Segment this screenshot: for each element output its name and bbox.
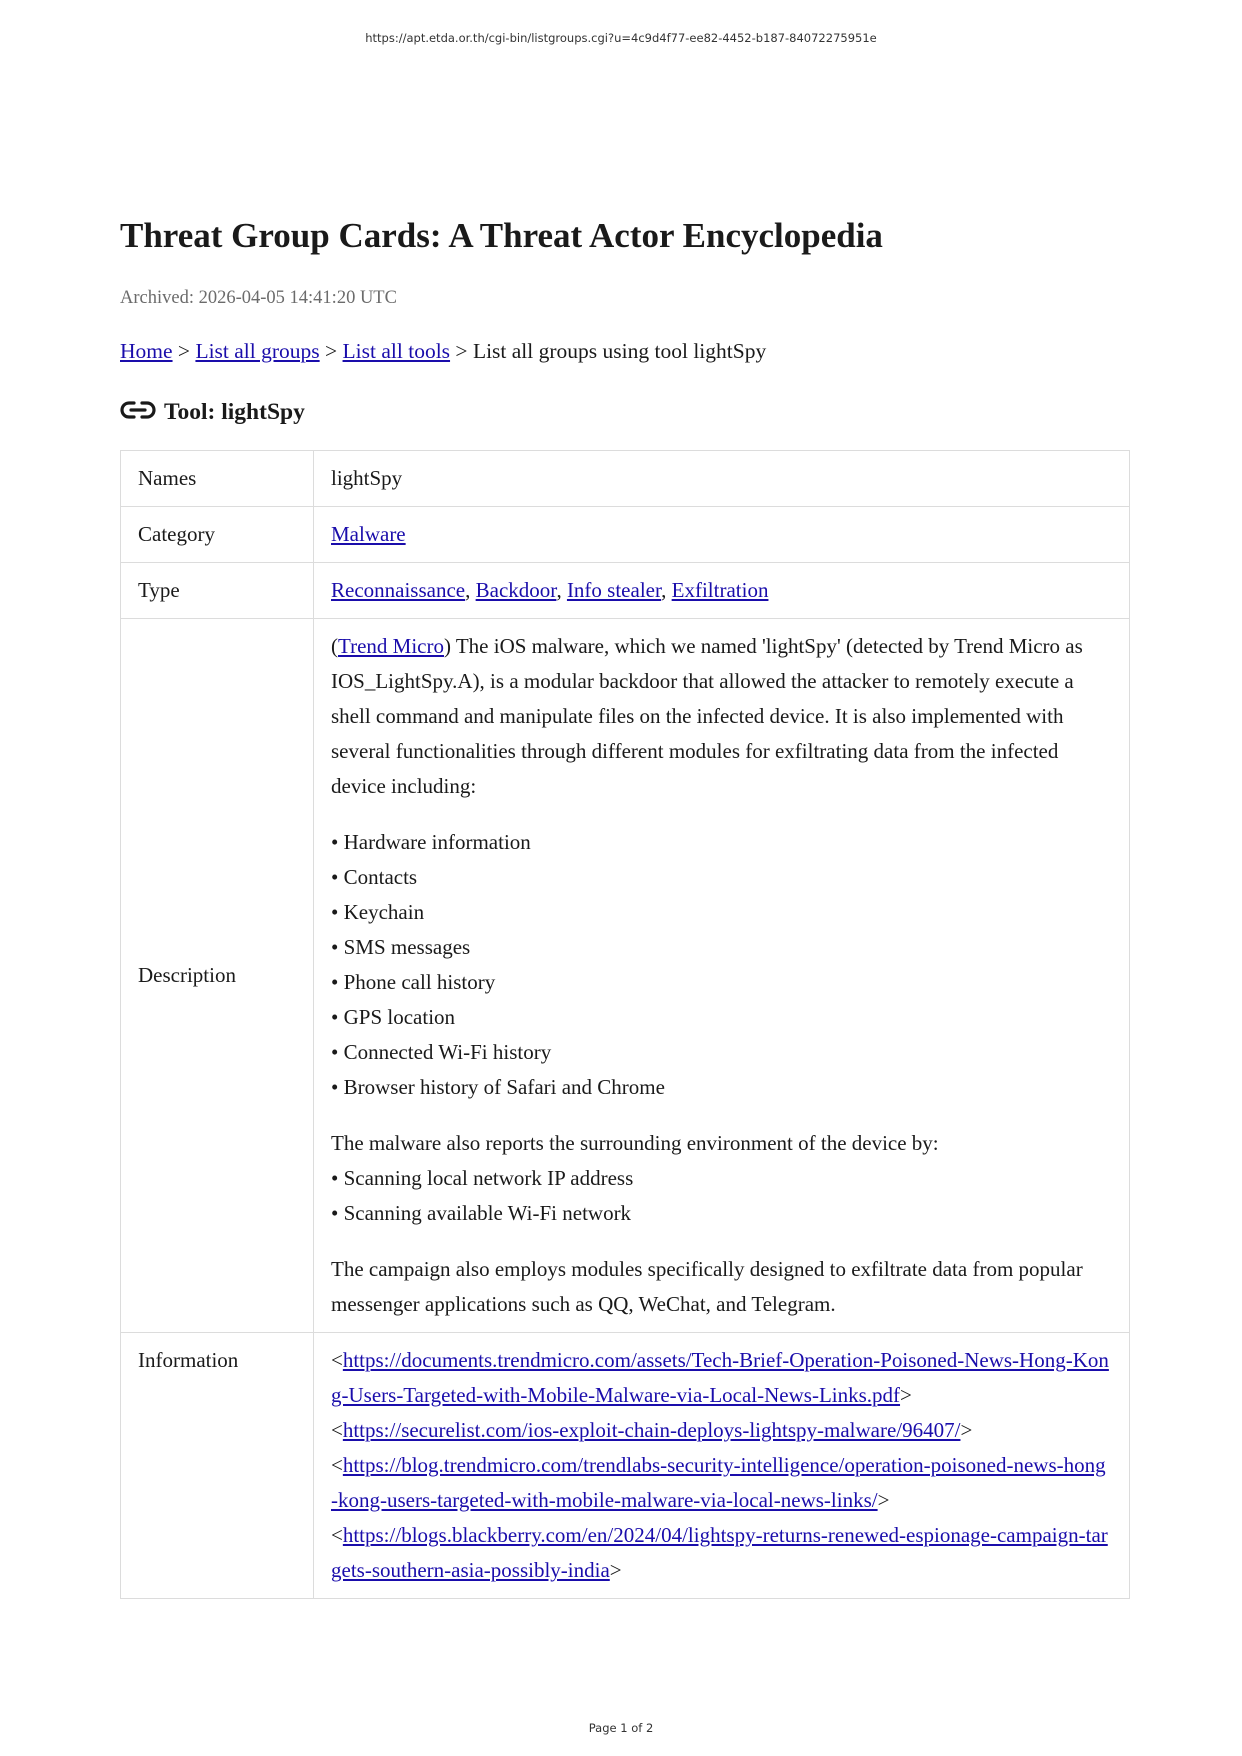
capability-list bbox=[331, 825, 1112, 1105]
list-item: • Scanning available Wi-Fi network bbox=[331, 1196, 1112, 1231]
list-item: • Contacts bbox=[331, 860, 1112, 895]
type-link-info-stealer[interactable]: Info stealer bbox=[566, 578, 662, 602]
page-number: Page 1 of 2 bbox=[588, 1721, 654, 1735]
information-entry bbox=[331, 1413, 1112, 1448]
description-intro-text: ) The iOS malware, which we named 'lightSpy' (detected by Trend Micro as IOS_LightSpy.A), is a modular backdoor that allowed the attacker to remotely execute a shell command and manipulate files on the infected device. It is also implemented with several functionalities through different modules for exfiltrating data from the infected device including: bbox=[331, 634, 1083, 798]
type-label: Type bbox=[121, 563, 314, 619]
page-bottom-margin bbox=[0, 1650, 1242, 1756]
breadcrumb-separator: > bbox=[325, 339, 338, 363]
description-row bbox=[121, 619, 1130, 1333]
source-trend-micro-link[interactable]: Trend Micro bbox=[338, 634, 444, 658]
list-item: • Browser history of Safari and Chrome bbox=[331, 1070, 1112, 1105]
angle-open: < bbox=[331, 1523, 343, 1547]
type-separator: , bbox=[661, 578, 667, 602]
link-icon bbox=[120, 398, 156, 422]
breadcrumb bbox=[120, 337, 1130, 365]
environment-intro: The malware also reports the surrounding environment of the device by: bbox=[331, 1131, 939, 1155]
print-header-url: https://apt.etda.or.th/cgi-bin/listgroups.cgi?u=4c9d4f77-ee82-4452-b187-84072275951e bbox=[365, 31, 877, 45]
type-link-reconnaissance[interactable]: Reconnaissance bbox=[331, 578, 466, 602]
angle-close: > bbox=[609, 1558, 622, 1582]
type-link-exfiltration[interactable]: Exfiltration bbox=[671, 578, 769, 602]
description-cell bbox=[314, 619, 1130, 1333]
names-value: lightSpy bbox=[314, 451, 1130, 507]
list-item: • Phone call history bbox=[331, 965, 1112, 1000]
category-malware-link[interactable]: Malware bbox=[331, 522, 406, 546]
category-row bbox=[121, 507, 1130, 563]
breadcrumb-home-link[interactable]: Home bbox=[120, 339, 173, 363]
breadcrumb-current: List all groups using tool lightSpy bbox=[472, 339, 767, 363]
list-item: • Scanning local network IP address bbox=[331, 1161, 1112, 1196]
type-cell bbox=[314, 563, 1130, 619]
information-cell bbox=[314, 1333, 1130, 1599]
information-link[interactable]: https://documents.trendmicro.com/assets/Tech-Brief-Operation-Poisoned-News-Hong-Kong-Users-Targeted-with-Mobile-Malware-via-Local-News-Links.pdf bbox=[331, 1348, 1109, 1407]
list-item: • GPS location bbox=[331, 1000, 1112, 1035]
list-item: • Connected Wi-Fi history bbox=[331, 1035, 1112, 1070]
list-item: • Hardware information bbox=[331, 825, 1112, 860]
source-paren: ( bbox=[331, 634, 338, 658]
list-item: • SMS messages bbox=[331, 930, 1112, 965]
description-closing: The campaign also employs modules specifically designed to exfiltrate data from popular messenger applications such as QQ, WeChat, and Telegram. bbox=[331, 1257, 1083, 1316]
angle-open: < bbox=[331, 1453, 343, 1477]
breadcrumb-separator: > bbox=[177, 339, 191, 363]
information-entry bbox=[331, 1518, 1112, 1588]
list-item: • Keychain bbox=[331, 895, 1112, 930]
category-label: Category bbox=[121, 507, 314, 563]
names-row bbox=[121, 451, 1130, 507]
information-row bbox=[121, 1333, 1130, 1599]
page-title: Threat Group Cards: A Threat Actor Encyclopedia bbox=[120, 216, 883, 255]
names-label: Names bbox=[121, 451, 314, 507]
angle-open: < bbox=[331, 1418, 343, 1442]
angle-close: > bbox=[960, 1418, 973, 1442]
information-label: Information bbox=[121, 1333, 314, 1599]
breadcrumb-separator: > bbox=[455, 339, 468, 363]
tool-card-table bbox=[120, 450, 1130, 1599]
angle-close: > bbox=[877, 1488, 890, 1512]
type-row bbox=[121, 563, 1130, 619]
description-label: Description bbox=[121, 619, 314, 1333]
angle-close: > bbox=[900, 1383, 912, 1407]
type-separator: , bbox=[556, 578, 562, 602]
information-link[interactable]: https://blog.trendmicro.com/trendlabs-security-intelligence/operation-poisoned-news-hong-kong-users-targeted-with-mobile-malware-via-local-news-links/ bbox=[331, 1453, 1106, 1512]
information-entry bbox=[331, 1448, 1112, 1518]
information-link[interactable]: https://blogs.blackberry.com/en/2024/04/lightspy-returns-renewed-espionage-campaign-targets-southern-asia-possibly-india bbox=[331, 1523, 1108, 1582]
tool-title: Tool: lightSpy bbox=[164, 399, 305, 425]
angle-open: < bbox=[331, 1348, 343, 1372]
description-intro bbox=[331, 629, 1112, 804]
category-cell bbox=[314, 507, 1130, 563]
archived-timestamp: Archived: 2026-04-05 14:41:20 UTC bbox=[120, 288, 397, 308]
tool-heading bbox=[120, 396, 1130, 428]
information-link[interactable]: https://securelist.com/ios-exploit-chain-deploys-lightspy-malware/96407/ bbox=[342, 1418, 961, 1442]
breadcrumb-groups-link[interactable]: List all groups bbox=[195, 339, 320, 363]
environment-list bbox=[331, 1161, 1112, 1231]
main-content bbox=[120, 214, 1130, 1599]
type-link-backdoor[interactable]: Backdoor bbox=[475, 578, 557, 602]
information-entry bbox=[331, 1343, 1112, 1413]
breadcrumb-tools-link[interactable]: List all tools bbox=[342, 339, 451, 363]
type-separator: , bbox=[465, 578, 471, 602]
